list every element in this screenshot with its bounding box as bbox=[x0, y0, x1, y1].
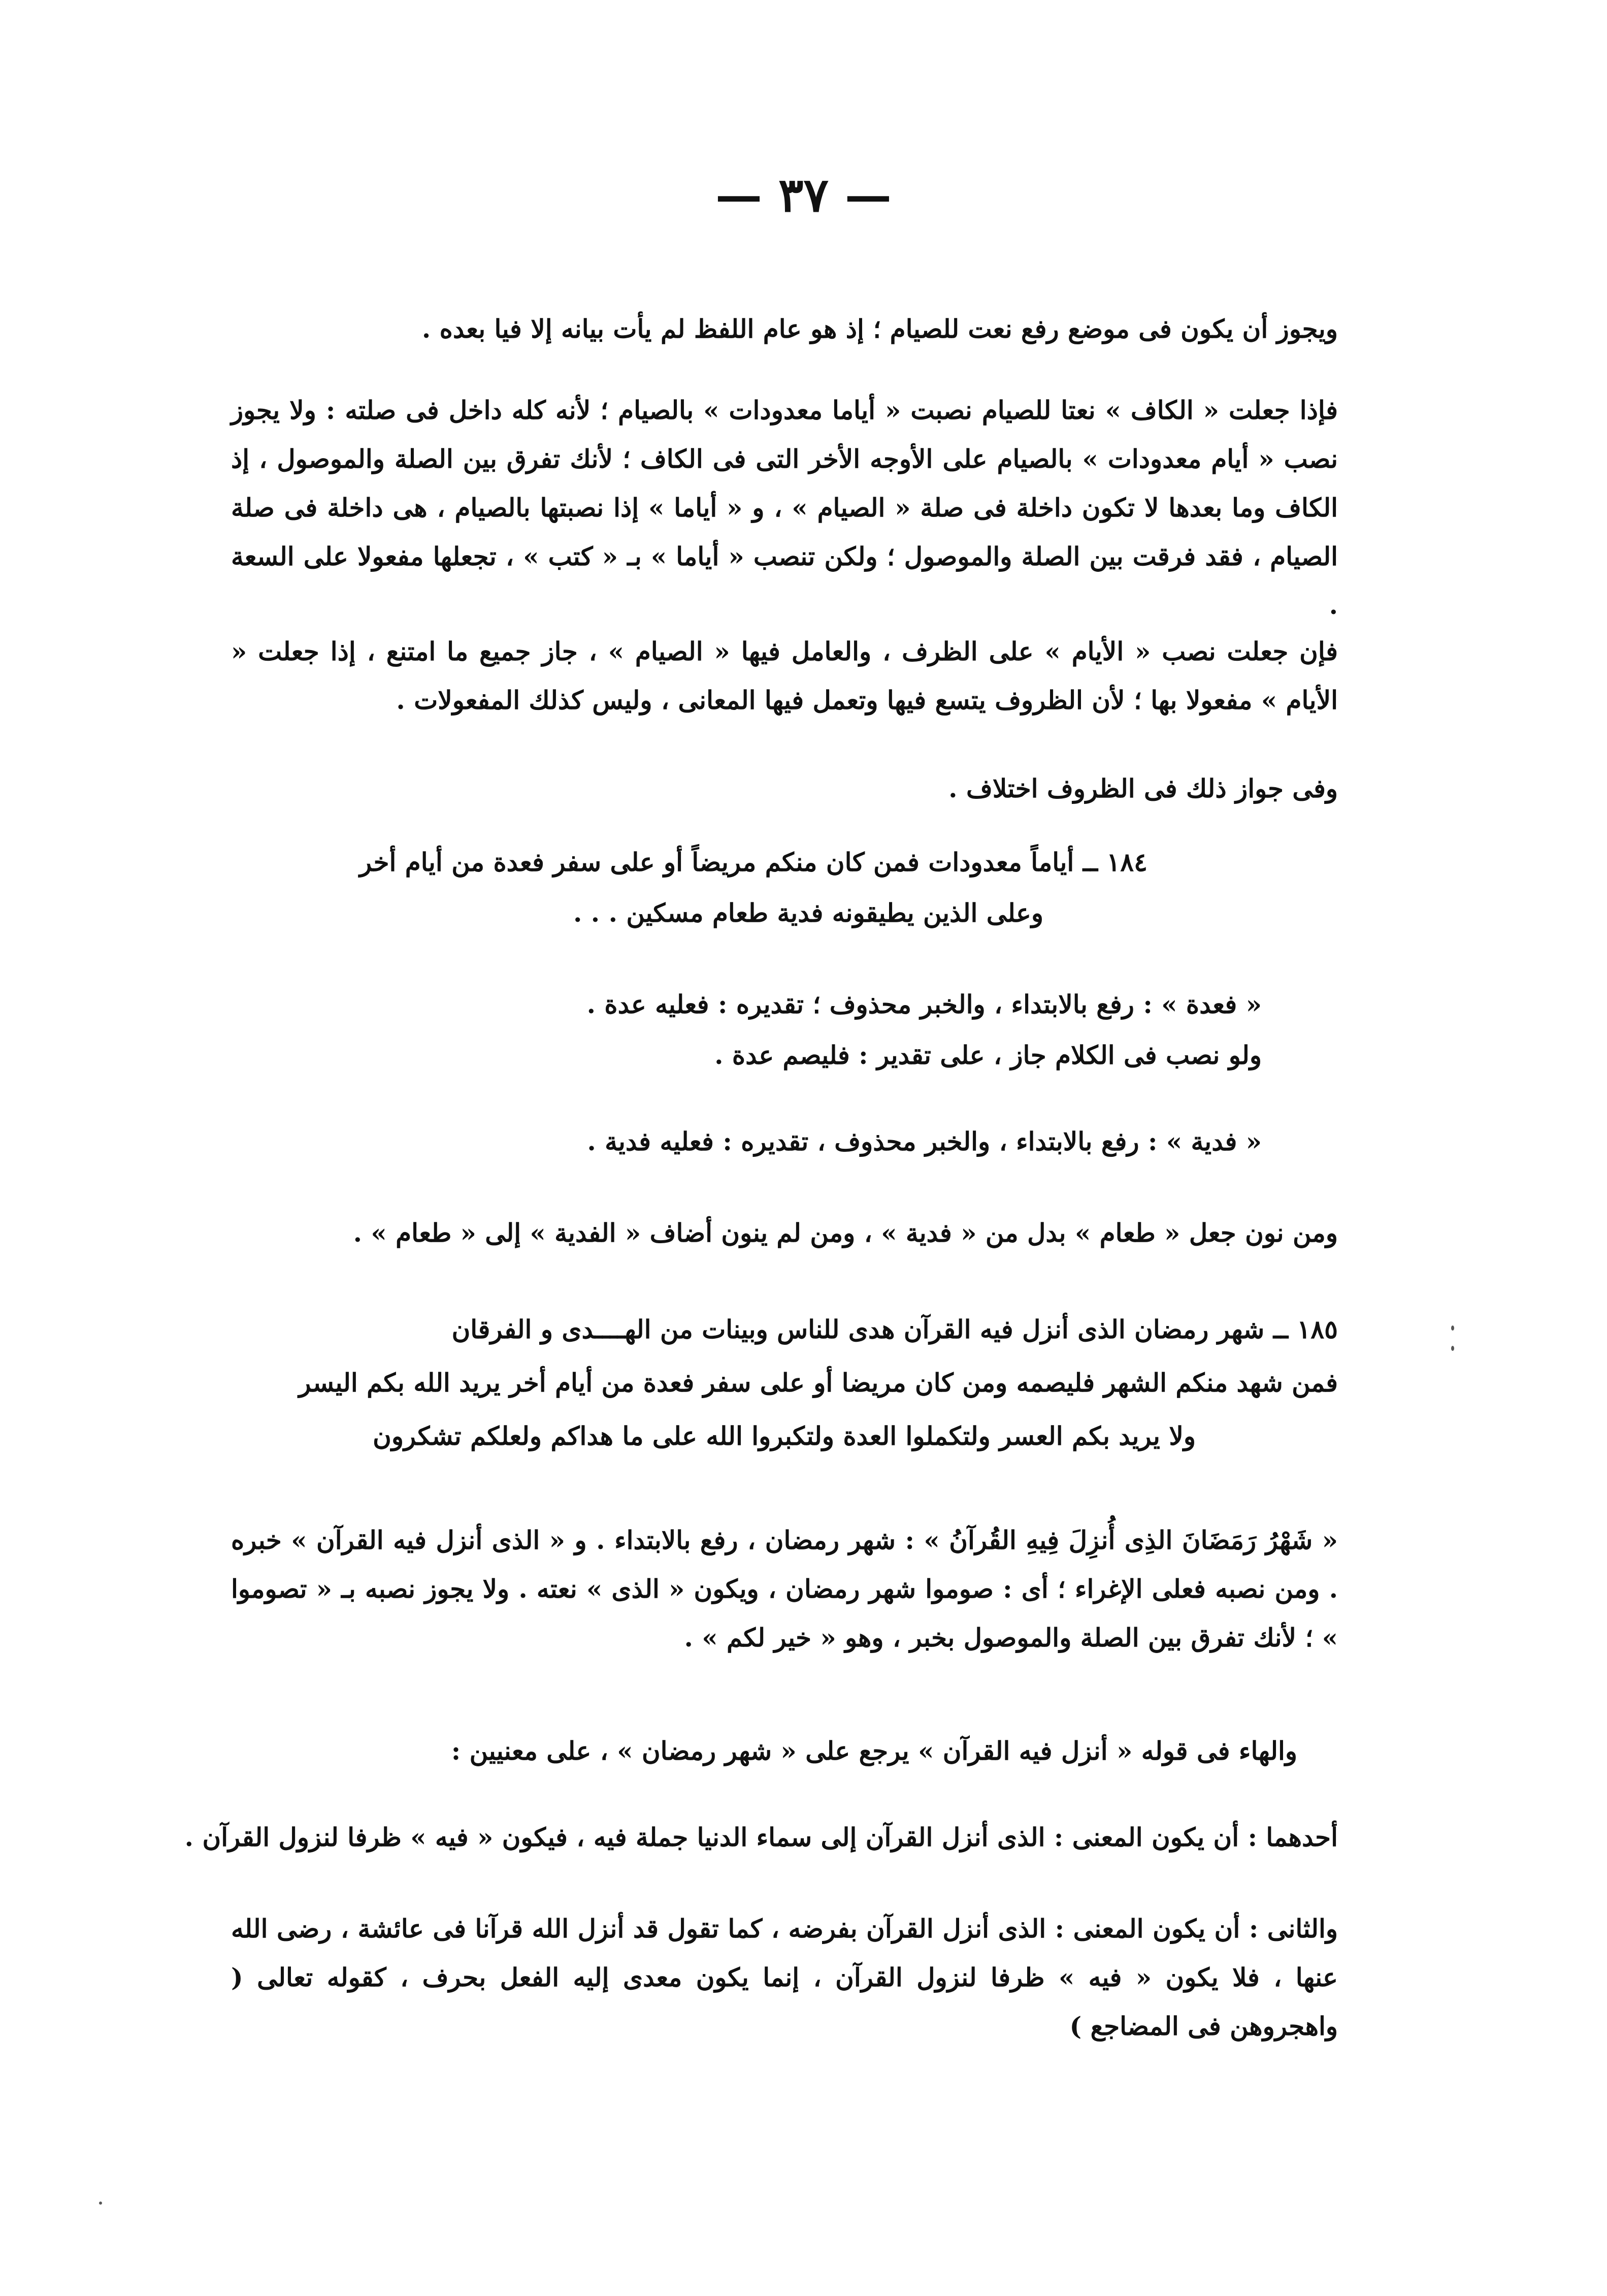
verse-184-line-2: وعلى الذين يطيقونه فدية طعام مسكين . . . bbox=[573, 898, 1043, 928]
paragraph-9: والهاء فى قوله « أنزل فيه القرآن » يرجع على « شهر رمضان » ، على معنيين : bbox=[451, 1736, 1297, 1766]
paragraph-5-line-2: ولو نصب فى الكلام جاز ، على تقدير : فليصم عدة . bbox=[714, 1040, 1262, 1070]
verse-185-line-1: ١٨٥ ــ شهر رمضان الذى أنزل فيه القرآن هدى للناس وبينات من الهــــدى و الفرقان bbox=[451, 1314, 1338, 1344]
paragraph-5-line-1: « فعدة » : رفع بالابتداء ، والخبر محذوف ؛ تقديره : فعليه عدة . bbox=[586, 989, 1262, 1019]
verse-185-line-2: فمن شهد منكم الشهر فليصمه ومن كان مريضا أو على سفر فعدة من أيام أخر يريد الله بكم اليسر bbox=[299, 1368, 1338, 1398]
scan-speck bbox=[1451, 1346, 1454, 1351]
paragraph-2: فإذا جعلت « الكاف » نعتا للصيام نصبت « أياما معدودات » بالصيام ؛ لأنه كله داخل فى صلته : ولا يجوز نصب « أيام معدودات » بالصيام على الأوجه الأخر التى فى الكاف ؛ لأنك تفرق بين الصلة والموصول ، إذ الكاف وما بعدها لا تكون داخلة فى صلة « الصيام » ، و « أياما » إذا نصبتها بالصيام ، هى داخلة فى صلة الصيام ، فقد فرقت بين الصلة والموصول ؛ ولكن تنصب « أياما » بـ « كتب » ، تجعلها مفعولا على السعة . bbox=[231, 395, 1338, 620]
paragraph-10: أحدهما : أن يكون المعنى : الذى أنزل القرآن إلى سماء الدنيا جملة فيه ، فيكون « فيه » ظرفا لنزول القرآن . bbox=[184, 1822, 1338, 1852]
paragraph-4: وفى جواز ذلك فى الظروف اختلاف . bbox=[948, 773, 1338, 803]
paragraph-1: ويجوز أن يكون فى موضع رفع نعت للصيام ؛ إذ هو عام اللفظ لم يأت بيانه إلا فيا بعده . bbox=[421, 314, 1338, 344]
page-number: — ٣٧ — bbox=[715, 168, 892, 222]
scan-speck bbox=[99, 2202, 102, 2205]
paragraph-11: والثانى : أن يكون المعنى : الذى أنزل القرآن بفرضه ، كما تقول قد أنزل الله قرآنا فى عائشة ، رضى الله عنها ، فلا يكون « فيه » ظرفا لنزول القرآن ، إنما يكون معدى إليه الفعل بحرف ، كقوله تعالى ( واهجروهن فى المضاجع ) bbox=[231, 1914, 1338, 2041]
paragraph-7: ومن نون جعل « طعام » بدل من « فدية » ، ومن لم ينون أضاف « الفدية » إلى « طعام » . bbox=[353, 1218, 1338, 1248]
paragraph-6: « فدية » : رفع بالابتداء ، والخبر محذوف ، تقديره : فعليه فدية . bbox=[587, 1126, 1262, 1156]
paragraph-3: فإن جعلت نصب « الأيام » على الظرف ، والعامل فيها « الصيام » ، جاز جميع ما امتنع ، إذا جعلت « الأيام » مفعولا بها ؛ لأن الظروف يتسع فيها وتعمل فيها المعانى ، وليس كذلك المفعولات . bbox=[231, 636, 1338, 715]
verse-184-line-1: ١٨٤ ــ أياماً معدودات فمن كان منكم مريضاً أو على سفر فعدة من أيام أخر bbox=[359, 847, 1147, 877]
paragraph-8: « شَهْرُ رَمَضَانَ الذِى أُنزِلَ فِيهِ القُرآنُ » : شهر رمضان ، رفع بالابتداء . و « الذى أنزل فيه القرآن » خبره . ومن نصبه فعلى الإغراء ؛ أى : صوموا شهر رمضان ، ويكون « الذى » نعته . ولا يجوز نصبه بـ « تصوموا » ؛ لأنك تفرق بين الصلة والموصول بخبر ، وهو « خير لكم » . bbox=[231, 1525, 1338, 1653]
verse-185-line-3: ولا يريد بكم العسر ولتكملوا العدة ولتكبروا الله على ما هداكم ولعلكم تشكرون bbox=[373, 1421, 1196, 1451]
scan-speck bbox=[1451, 1325, 1454, 1331]
